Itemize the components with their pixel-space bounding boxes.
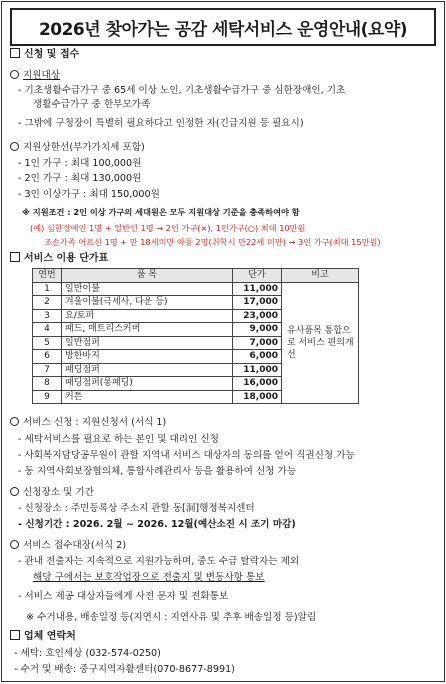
target-label: 지원대상 xyxy=(10,69,60,82)
cell-item: 겨울이불(극세사, 다운 등) xyxy=(62,296,233,310)
cell-item: 일반점퍼 xyxy=(62,336,233,350)
checkbox-square-icon xyxy=(10,630,20,640)
cell-item: 패딩점퍼(롱패딩) xyxy=(62,377,233,391)
checkbox-square-icon xyxy=(10,252,20,262)
limit-example-1: (예) 심한장애인 1명 + 일반인 1명 → 2인 가구(×), 1인가구(○) 최대 10만원 xyxy=(30,223,306,233)
place-line-1: - 신청장소 : 주민등록상 주소지 관할 동[洞]행정복지센터 xyxy=(18,503,255,514)
table-row xyxy=(33,282,359,296)
section-contact-heading: 업체 연락처 xyxy=(10,630,76,643)
notice-page xyxy=(1,1,445,682)
cell-item: 일반이불 xyxy=(62,282,233,296)
cell-no: 9 xyxy=(33,390,62,404)
price-table-body xyxy=(33,282,359,404)
apply-form-line-1: - 세탁서비스를 필요로 하는 본인 및 대리인 신청 xyxy=(18,434,219,445)
checkbox-square-icon xyxy=(10,48,20,58)
col-header-no: 연번 xyxy=(33,269,62,283)
circle-bullet-icon xyxy=(10,417,19,426)
price-table xyxy=(32,268,359,404)
cell-item: 패딩점퍼 xyxy=(62,363,233,377)
apply-form-label: 서비스 신청 : 지원신청서 (서식 1) xyxy=(10,416,166,429)
col-header-price: 단가 xyxy=(233,269,282,283)
notify-line-2: 해당 구에서는 보호작업장으로 전출지 및 변동사항 통보 xyxy=(33,572,265,583)
limit-condition: ※ 지원조건 : 2인 이상 가구의 세대원은 모두 지원대상 기준을 충족하여야 함 xyxy=(22,207,300,217)
apply-form-line-3: - 동 지역사회보장협의체, 통합사례관리사 등을 활용하여 신청 가능 xyxy=(18,466,297,477)
cell-price: 17,000 xyxy=(233,296,282,310)
cell-no: 4 xyxy=(33,323,62,337)
cell-price: 11,000 xyxy=(233,282,282,296)
cell-price: 9,000 xyxy=(233,323,282,337)
circle-bullet-icon xyxy=(10,142,19,151)
limit-one: - 1인 가구 : 최대 100,000원 xyxy=(18,158,142,169)
place-line-2: - 신청기간 : 2026. 2월 ~ 2026. 12월(예산소진 시 조기 마감) xyxy=(18,519,296,530)
target-line-2: 생활수급가구 중 한부모가족 xyxy=(33,99,151,110)
apply-form-line-2: - 사회복지담당공무원이 관할 지역내 서비스 대상자의 동의를 얻어 직권신청 가능 xyxy=(18,450,355,461)
cell-no: 7 xyxy=(33,363,62,377)
col-header-note: 비고 xyxy=(282,269,359,283)
cell-no: 5 xyxy=(33,336,62,350)
page-title: 2026년 찾아가는 공감 세탁서비스 운영안내(요약) xyxy=(10,8,436,46)
col-header-item: 품 목 xyxy=(62,269,233,283)
cell-price: 6,000 xyxy=(233,350,282,364)
target-line-3: - 그밖에 구청장이 특별히 필요하다고 인정한 자(긴급지원 등 필요시) xyxy=(18,118,304,129)
notify-line-1: - 관내 전출자는 지속적으로 지원가능하며, 중도 수급 탈락자는 제외 xyxy=(18,556,300,567)
notify-label: 서비스 접수대장(서식 2) xyxy=(10,539,126,552)
section-apply-heading: 신청 및 접수 xyxy=(10,48,79,61)
cell-price: 7,000 xyxy=(233,336,282,350)
cell-item: 패드, 매트리스커버 xyxy=(62,323,233,337)
cell-note: 유사품목 통합으로 서비스 편의개선 xyxy=(282,282,359,404)
cell-price: 16,000 xyxy=(233,377,282,391)
cell-no: 2 xyxy=(33,296,62,310)
limit-three: - 3인 이상가구 : 최대 150,000원 xyxy=(18,189,160,200)
table-header-row xyxy=(33,269,359,283)
limit-two: - 2인 가구 : 최대 130,000원 xyxy=(18,173,142,184)
cell-price: 23,000 xyxy=(233,309,282,323)
cell-item: 요/토퍼 xyxy=(62,309,233,323)
cell-no: 6 xyxy=(33,350,62,364)
cell-price: 11,000 xyxy=(233,363,282,377)
notify-line-3: - 서비스 제공 대상자들에게 사전 문자 및 전화통보 xyxy=(18,591,229,602)
circle-bullet-icon xyxy=(10,487,19,496)
cell-item: 방한바지 xyxy=(62,350,233,364)
cell-item: 커튼 xyxy=(62,390,233,404)
cell-no: 3 xyxy=(33,309,62,323)
circle-bullet-icon xyxy=(10,70,19,79)
limit-example-2: 조손가족 어르신 1명 + 만 18세미만 아동 2명(취학시 만22세 미만) → 3인 가구(최대 15만원) xyxy=(44,237,381,247)
limit-label: 지원상한선(부가가치세 포함) xyxy=(10,141,145,154)
circle-bullet-icon xyxy=(10,540,19,549)
contact-line-2: - 수거 및 배송: 중구지역자활센터(070-8677-8991) xyxy=(14,664,235,675)
notify-line-4: ※ 수거내용, 배송일정 등(지연시 : 지연사유 및 추후 배송일정 등)알림 xyxy=(26,612,317,623)
place-label: 신청장소 및 기간 xyxy=(10,486,94,499)
cell-no: 8 xyxy=(33,377,62,391)
cell-no: 1 xyxy=(33,282,62,296)
cell-price: 18,000 xyxy=(233,390,282,404)
section-price-heading: 서비스 이용 단가표 xyxy=(10,252,108,265)
target-line-1: - 기초생활수급가구 중 65세 이상 노인, 기초생활수급가구 중 심한장애인, 기초 xyxy=(18,85,346,96)
contact-line-1: - 세탁: 호인세상 (032-574-0250) xyxy=(14,648,161,659)
